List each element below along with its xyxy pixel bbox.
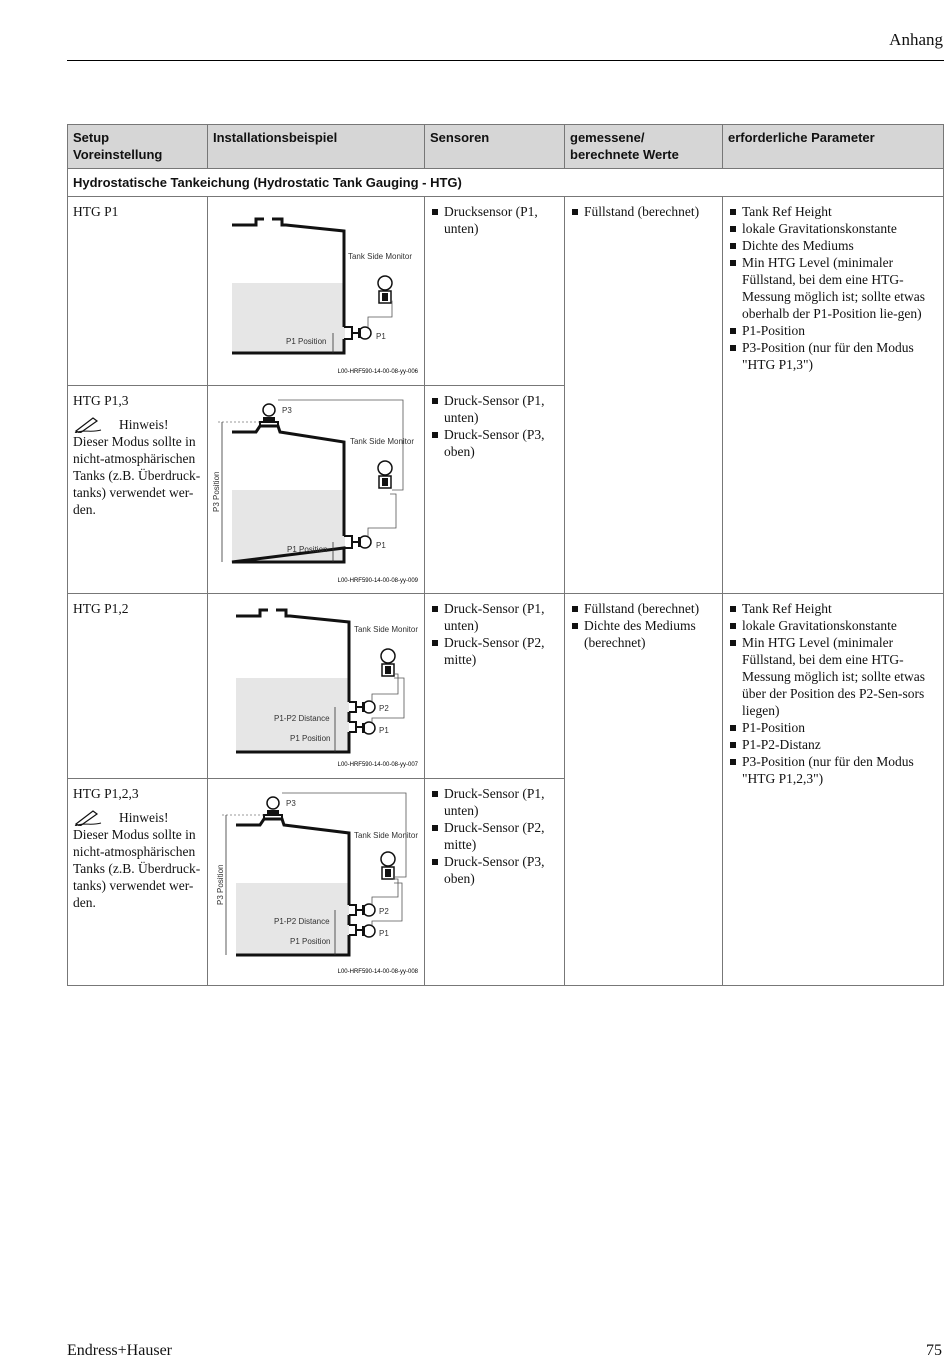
table-row	[68, 594, 944, 779]
footer-company: Endress+Hauser	[67, 1342, 172, 1359]
setup-cell	[68, 594, 208, 779]
pencil-note-icon	[73, 808, 105, 826]
setup-name: HTG P1,3	[73, 393, 129, 408]
sensor-item: Druck-Sensor (P1, unten)	[430, 785, 559, 819]
monitor-label-4: Tank Side Monitor	[353, 831, 419, 840]
sensors-cell	[425, 386, 565, 594]
param-item: Dichte des Mediums	[728, 237, 938, 254]
p1-label: P1	[376, 541, 386, 550]
table-header-row	[68, 125, 944, 169]
param-item: P3-Position (nur für den Modus "HTG P1,3")	[728, 339, 938, 373]
table-row	[68, 197, 944, 386]
tank-diagram-htg-p13	[208, 386, 425, 589]
p1-p2-distance-label: P1-P2 Distance	[274, 714, 330, 723]
param-item: P1-Position	[728, 322, 938, 339]
sensor-item: Drucksensor (P1, unten)	[430, 203, 559, 237]
param-item: Tank Ref Height	[728, 203, 938, 220]
p2-label: P2	[379, 704, 389, 713]
col-header-values: gemessene/ berechnete Werte	[565, 125, 723, 169]
param-item: lokale Gravitationskonstante	[728, 220, 938, 237]
section-title: Hydrostatische Tankeichung (Hydrostatic Tank Gauging - HTG)	[68, 169, 944, 197]
monitor-label-2: Tank Side Monitor	[349, 437, 415, 446]
monitor-label-1: Tank Side Monitor	[347, 252, 413, 261]
sensors-cell	[425, 779, 565, 986]
param-item: Tank Ref Height	[728, 600, 938, 617]
figure-code: L00-HRF590-14-00-08-yy-008	[337, 969, 418, 975]
tank-diagram-htg-p12	[208, 594, 425, 774]
sensors-cell	[425, 197, 565, 386]
value-item: Füllstand (berechnet)	[570, 600, 717, 617]
param-item: P3-Position (nur für den Modus "HTG P1,2,3")	[728, 753, 938, 787]
values-cell	[565, 594, 723, 986]
hint-text: Dieser Modus sollte in nicht-atmosphärischen Tanks (z.B. Überdruck-tanks) verwendet wer-den.	[73, 434, 201, 517]
figure-code: L00-HRF590-14-00-08-yy-006	[337, 369, 418, 375]
hint-title: Hinweis!	[119, 809, 169, 825]
col-header-params: erforderliche Parameter	[723, 125, 944, 169]
p3-label: P3	[282, 406, 292, 415]
setup-cell	[68, 779, 208, 986]
p1-position-label: P1 Position	[287, 545, 328, 554]
param-item: Min HTG Level (minimaler Füllstand, bei dem eine HTG-Messung möglich ist; sollte etwas über der Position des P2-Sen-sors liegen)	[728, 634, 938, 719]
p3-label: P3	[286, 799, 296, 808]
section-row	[68, 169, 944, 197]
figure-cell	[208, 594, 425, 779]
p1-position-label: P1 Position	[290, 937, 331, 946]
monitor-label-3: Tank Side Monitor	[353, 625, 419, 634]
hint-heading	[73, 415, 202, 433]
hint-text: Dieser Modus sollte in nicht-atmosphärischen Tanks (z.B. Überdruck-tanks) verwendet wer-den.	[73, 827, 201, 910]
sensor-item: Druck-Sensor (P3, oben)	[430, 426, 559, 460]
setup-cell	[68, 197, 208, 386]
sensor-item: Druck-Sensor (P2, mitte)	[430, 819, 559, 853]
setup-name: HTG P1,2	[73, 601, 129, 616]
col-header-sensors: Sensoren	[425, 125, 565, 169]
values-cell	[565, 197, 723, 594]
param-item: Min HTG Level (minimaler Füllstand, bei dem eine HTG-Messung möglich ist; sollte etwas oberhalb der P1-Position lie-gen)	[728, 254, 938, 322]
hint-heading	[73, 808, 202, 826]
p2-label: P2	[379, 907, 389, 916]
param-item: P1-P2-Distanz	[728, 736, 938, 753]
param-item: P1-Position	[728, 719, 938, 736]
figure-code: L00-HRF590-14-00-08-yy-007	[337, 762, 418, 768]
p1-label: P1	[379, 929, 389, 938]
sensor-item: Druck-Sensor (P3, oben)	[430, 853, 559, 887]
header-rule	[67, 60, 944, 61]
setup-cell	[68, 386, 208, 594]
p3-position-label: P3 Position	[212, 471, 221, 512]
col-header-setup: Setup Voreinstellung	[68, 125, 208, 169]
sensor-item: Druck-Sensor (P2, mitte)	[430, 634, 559, 668]
sensors-cell	[425, 594, 565, 779]
tank-diagram-htg-p1	[208, 197, 425, 381]
setup-name: HTG P1,2,3	[73, 786, 139, 801]
p3-position-label: P3 Position	[216, 864, 225, 905]
param-item: lokale Gravitationskonstante	[728, 617, 938, 634]
page-number: 75	[926, 1342, 942, 1359]
params-cell	[723, 197, 944, 594]
pencil-note-icon	[73, 415, 105, 433]
hint-title: Hinweis!	[119, 416, 169, 432]
p1-label: P1	[379, 726, 389, 735]
value-item: Füllstand (berechnet)	[570, 203, 717, 220]
p1-p2-distance-label: P1-P2 Distance	[274, 917, 330, 926]
htg-setup-table	[67, 124, 944, 986]
value-item: Dichte des Mediums (berechnet)	[570, 617, 717, 651]
figure-code: L00-HRF590-14-00-08-yy-009	[337, 578, 418, 584]
tank-diagram-htg-p123	[208, 779, 425, 981]
figure-cell	[208, 386, 425, 594]
col-header-install: Installationsbeispiel	[208, 125, 425, 169]
figure-cell	[208, 197, 425, 386]
p1-label: P1	[376, 332, 386, 341]
sensor-item: Druck-Sensor (P1, unten)	[430, 600, 559, 634]
p1-position-label: P1 Position	[286, 337, 327, 346]
sensor-item: Druck-Sensor (P1, unten)	[430, 392, 559, 426]
params-cell	[723, 594, 944, 986]
running-header: Anhang	[889, 30, 943, 49]
setup-name: HTG P1	[73, 204, 119, 219]
p1-position-label: P1 Position	[290, 734, 331, 743]
figure-cell	[208, 779, 425, 986]
